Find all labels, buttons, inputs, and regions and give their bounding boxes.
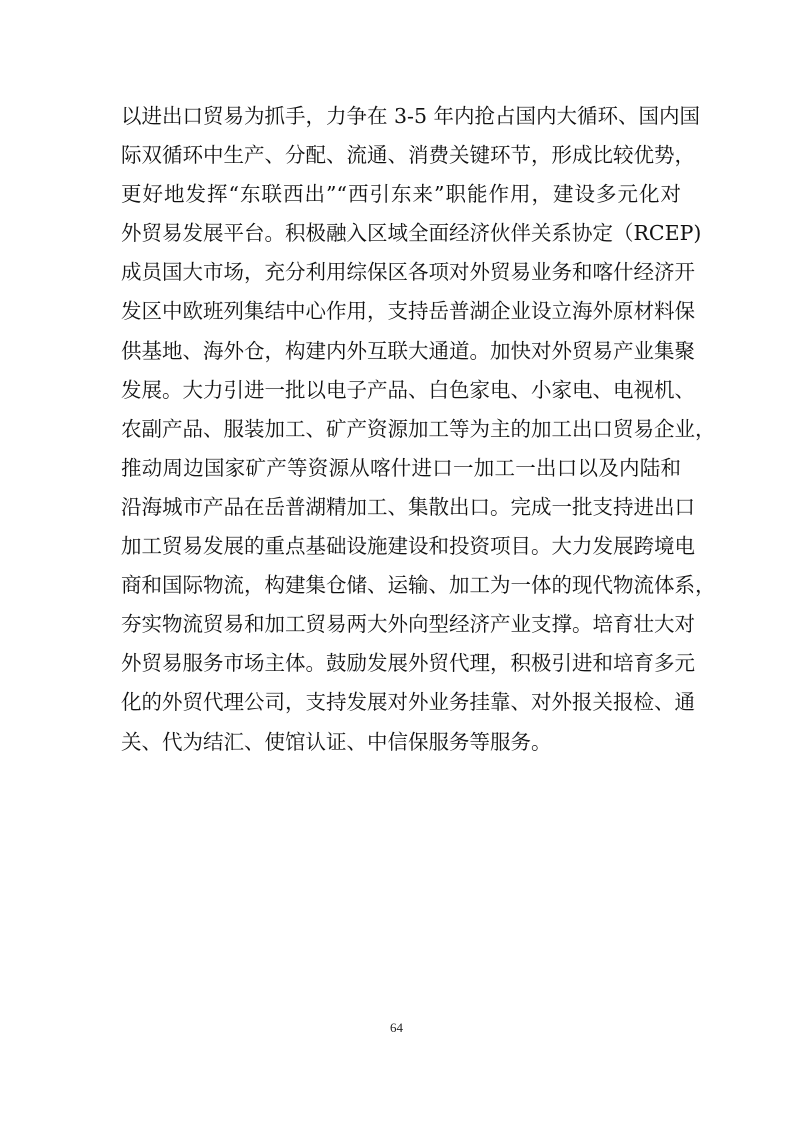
paragraph-line: 际双循环中生产、分配、流通、消费关键环节，形成比较优势， [121, 143, 695, 168]
paragraph-line: 夯实物流贸易和加工贸易两大外向型经济产业支撑。培育壮大对 [121, 612, 695, 637]
paragraph-line: 关、代为结汇、使馆认证、中信保服务等服务。 [121, 729, 552, 754]
paragraph-line: 成员国大市场，充分利用综保区各项对外贸易业务和喀什经济开 [121, 260, 695, 285]
paragraph-line: 化的外贸代理公司，支持发展对外业务挂靠、对外报关报检、通 [121, 690, 695, 715]
paragraph-line: 加工贸易发展的重点基础设施建设和投资项目。大力发展跨境电 [121, 534, 695, 559]
paragraph-line: 更好地发挥“东联西出”“西引东来”职能作用，建设多元化对 [121, 182, 681, 207]
paragraph-line: 以进出口贸易为抓手，力争在 3-5 年内抢占国内大循环、国内国 [121, 104, 701, 128]
paragraph-line: 发区中欧班列集结中心作用，支持岳普湖企业设立海外原材料保 [121, 299, 695, 324]
paragraph-line: 沿海城市产品在岳普湖精加工、集散出口。完成一批支持进出口 [121, 494, 695, 519]
paragraph-line: 农副产品、服装加工、矿产资源加工等为主的加工出口贸易企业， [121, 416, 716, 441]
paragraph-line: 外贸易服务市场主体。鼓励发展外贸代理，积极引进和培育多元 [121, 651, 695, 676]
paragraph-line: 外贸易发展平台。积极融入区域全面经济伙伴关系协定（RCEP) [121, 221, 702, 246]
paragraph-line: 商和国际物流，构建集仓储、运输、加工为一体的现代物流体系， [121, 573, 716, 598]
page-number: 64 [390, 1020, 403, 1035]
paragraph-line: 推动周边国家矿产等资源从喀什进口一加工一出口以及内陆和 [121, 455, 681, 480]
body-paragraph [121, 97, 716, 762]
paragraph-line: 发展。大力引进一批以电子产品、白色家电、小家电、电视机、 [121, 377, 695, 402]
paragraph-line: 供基地、海外仓，构建内外互联大通道。加快对外贸易产业集聚 [121, 338, 695, 363]
